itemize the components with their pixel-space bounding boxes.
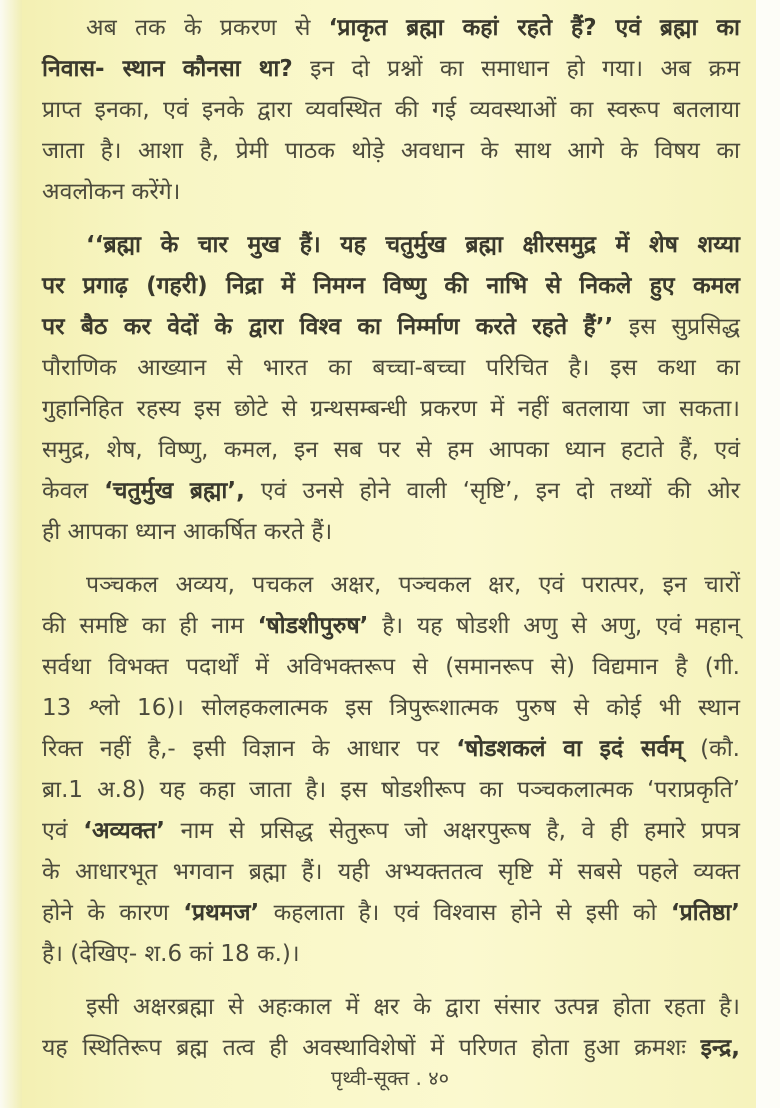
text-line xyxy=(42,471,740,512)
page-right-margin xyxy=(756,0,780,1108)
bold-text: इन्द्र, xyxy=(700,1035,740,1061)
text-line xyxy=(42,688,740,729)
text-segment: प्राप्त इनका, एवं इनके द्वारा व्यवस्थित की गई व्यवस्थाओं का स्वरूप बतलाया xyxy=(42,97,740,123)
text-line xyxy=(42,131,740,172)
text-segment: ही आपका ध्यान आकर्षित करते हैं। xyxy=(42,519,333,545)
text-line xyxy=(42,266,740,307)
text-segment: रिक्त नहीं है,- इसी विज्ञान के आधार पर xyxy=(42,736,457,762)
text-segment: (कौ. xyxy=(683,736,740,762)
bold-text: ‘‘ब्रह्मा के चार मुख हैं। यह चतुर्मुख ब्रह्मा क्षीरसमुद्र में शेष शय्या xyxy=(86,232,740,258)
paragraph xyxy=(42,565,740,975)
text-segment: कहलाता है। एवं विश्वास होने से इसी को xyxy=(259,900,671,926)
paragraph xyxy=(42,987,740,1069)
bold-text: ‘षोडशकलं वा इदं सर्वम् xyxy=(456,736,684,762)
bold-text: ‘प्राकृत ब्रह्मा कहां रहते हैं? एवं ब्रह्मा का xyxy=(328,15,740,41)
text-segment: इसी अक्षरब्रह्मा से अहःकाल में क्षर के द्वारा संसार उत्पन्न होता रहता है। xyxy=(86,994,740,1020)
text-line xyxy=(42,770,740,811)
text-segment: यह स्थितिरूप ब्रह्म तत्व ही अवस्थाविशेषों में परिणत होता हुआ क्रमशः xyxy=(42,1035,701,1061)
text-line xyxy=(42,389,740,430)
bold-text: ‘प्रतिष्ठा’ xyxy=(670,900,740,926)
text-segment: पौराणिक आख्यान से भारत का बच्चा-बच्चा परिचित है। इस कथा का xyxy=(42,355,740,381)
bold-text: ‘प्रथमज’ xyxy=(183,900,260,926)
text-line xyxy=(42,852,740,893)
text-segment: की समष्टि का ही नाम xyxy=(42,613,258,639)
text-line xyxy=(42,512,740,553)
text-segment: एवं उनसे होने वाली ‘सृष्टि’, इन दो तथ्यों की ओर xyxy=(244,478,741,504)
text-segment: नाम से प्रसिद्ध सेतुरूप जो अक्षरपुरूष है, वे ही हमारे प्रपत्र xyxy=(164,818,740,844)
bold-text: पर प्रगाढ़ (गहरी) निद्रा में निमग्न विष्णु की नाभि से निकले हुए कमल xyxy=(42,273,740,299)
text-line xyxy=(42,811,740,852)
text-line xyxy=(42,606,740,647)
text-segment: केवल xyxy=(42,478,105,504)
paragraph xyxy=(42,225,740,553)
text-line xyxy=(42,893,740,934)
text-segment: है। (देखिए- श.6 कां 18 क.)। xyxy=(42,941,300,967)
bold-text: पर बैठ कर वेदों के द्वारा विश्व का निर्म्माण करते रहते हैं’’ xyxy=(42,314,614,340)
text-segment: पञ्चकल अव्यय, पचकल अक्षर, पञ्चकल क्षर, एवं परात्पर, इन चारों xyxy=(86,572,740,598)
text-segment: जाता है। आशा है, प्रेमी पाठक थोड़े अवधान के साथ आगे के विषय का xyxy=(42,138,740,164)
text-line xyxy=(42,348,740,389)
bold-text: निवास- स्थान कौनसा था? xyxy=(42,56,293,82)
text-segment: 13 श्लो 16)। सोलहकलात्मक इस त्रिपुरूशात्मक पुरुष से कोई भी स्थान xyxy=(42,695,740,721)
text-segment: होने के कारण xyxy=(42,900,184,926)
text-line xyxy=(42,49,740,90)
paragraph xyxy=(42,8,740,213)
text-line xyxy=(42,8,740,49)
text-line xyxy=(42,430,740,471)
document-body xyxy=(42,8,740,1081)
text-segment: एवं xyxy=(42,818,84,844)
page-left-edge xyxy=(0,0,22,1108)
text-segment: इन दो प्रश्नों का समाधान हो गया। अब क्रम xyxy=(292,56,740,82)
text-line xyxy=(42,1028,740,1069)
bold-text: ‘अव्यक्त’ xyxy=(83,818,165,844)
page-footer: पृथ्वी-सूक्त . ४० xyxy=(330,1066,450,1090)
text-segment: अब तक के प्रकरण से xyxy=(86,15,329,41)
text-segment: अवलोकन करेंगे। xyxy=(42,179,181,205)
text-segment: गुहानिहित रहस्य इस छोटे से ग्रन्थसम्बन्धी प्रकरण में नहीं बतलाया जा सकता। xyxy=(42,396,740,422)
text-segment: है। यह षोडशी अणु से अणु, एवं महान् xyxy=(368,613,740,639)
bold-text: ‘चतुर्मुख ब्रह्मा’, xyxy=(104,478,245,504)
text-line xyxy=(42,934,740,975)
text-line xyxy=(42,987,740,1028)
text-segment: समुद्र, शेष, विष्णु, कमल, इन सब पर से हम आपका ध्यान हटाते हैं, एवं xyxy=(42,437,740,463)
text-line xyxy=(42,172,740,213)
text-line xyxy=(42,307,740,348)
bold-text: ‘षोडशीपुरुष’ xyxy=(257,613,369,639)
text-line xyxy=(42,565,740,606)
text-segment: के आधारभूत भगवान ब्रह्मा हैं। यही अभ्यक्ततत्व सृष्टि में सबसे पहले व्यक्त xyxy=(42,859,740,885)
text-line xyxy=(42,90,740,131)
text-line xyxy=(42,647,740,688)
text-segment: सर्वथा विभक्त पदार्थों में अविभक्तरूप से (समानरूप से) विद्यमान है (गी. xyxy=(42,654,740,680)
text-line xyxy=(42,729,740,770)
text-segment: ब्रा.1 अ.8) यह कहा जाता है। इस षोडशीरूप का पञ्चकलात्मक ‘पराप्रकृति’ xyxy=(42,777,740,803)
text-line xyxy=(42,225,740,266)
text-segment: इस सुप्रसिद्ध xyxy=(613,314,740,340)
